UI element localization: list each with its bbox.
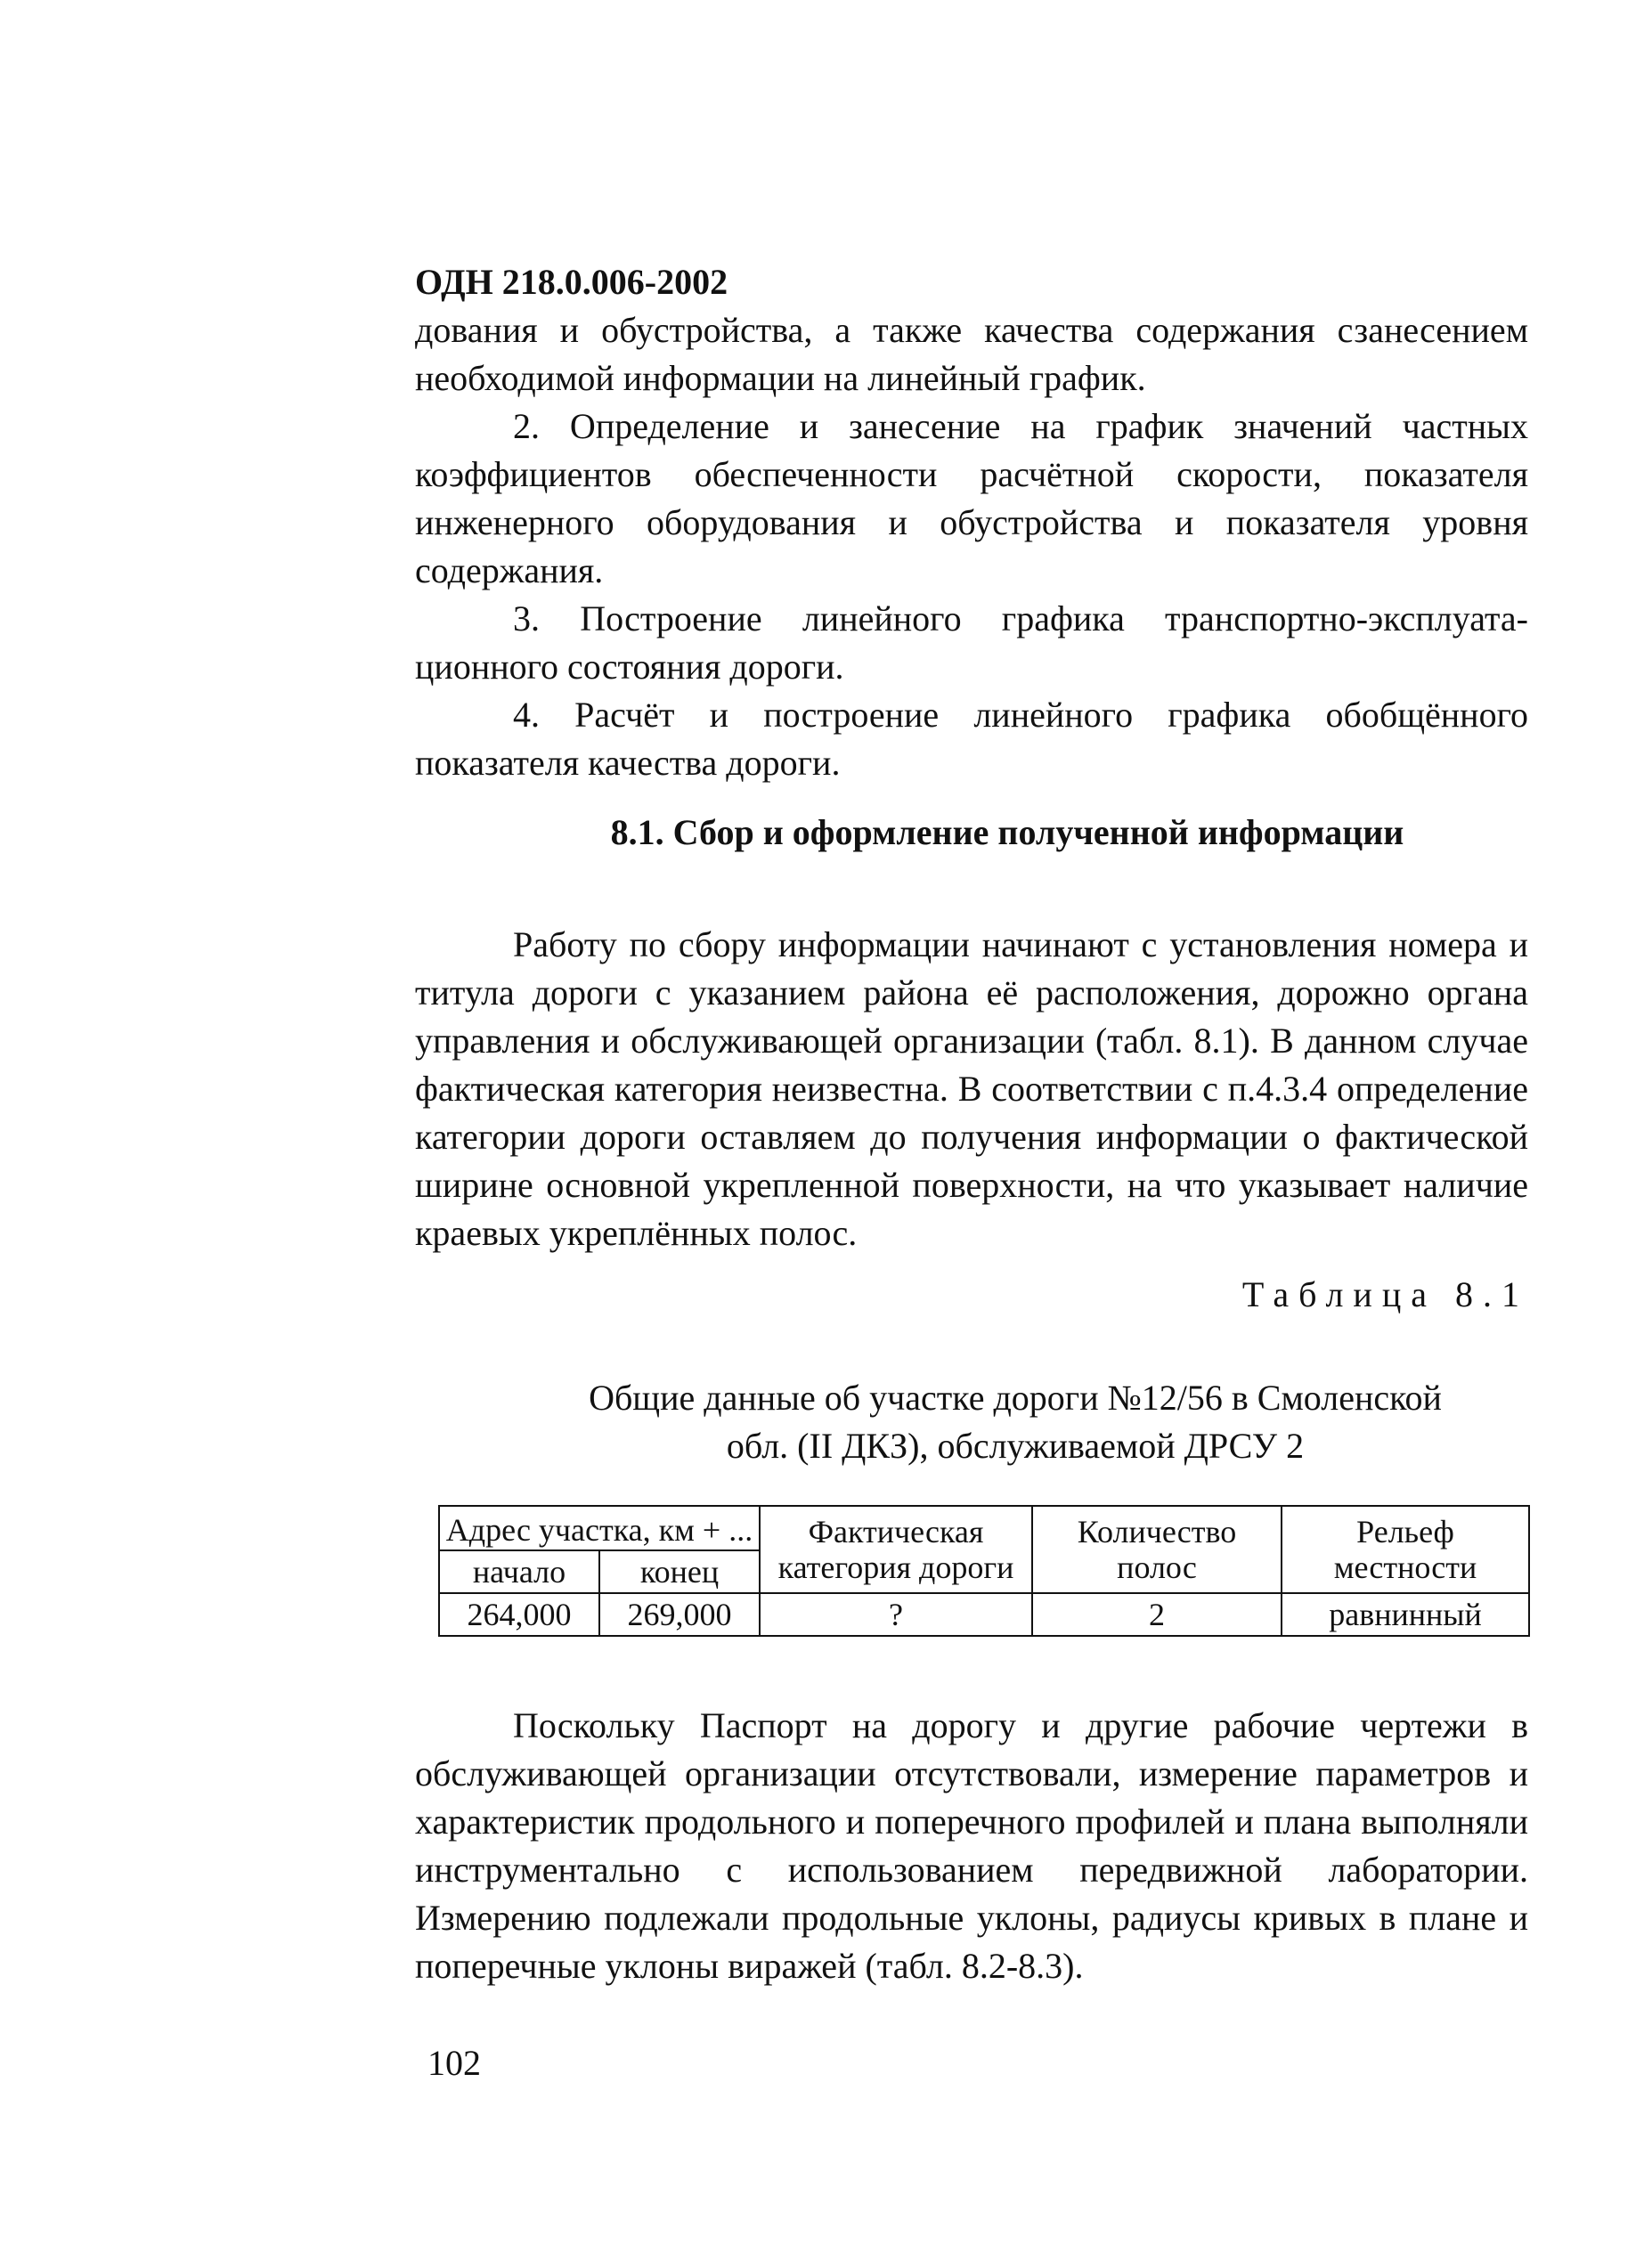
- paragraph-continuation: дования и обустройства, а также качества содержания сзанесением необходимой информации на линейный график.: [415, 310, 1528, 398]
- section-heading: 8.1. Сбор и оформление полученной информации: [610, 812, 1404, 852]
- cell-category: ?: [760, 1593, 1032, 1636]
- page-number: 102: [427, 2043, 481, 2083]
- cell-lanes: 2: [1032, 1593, 1282, 1636]
- cell-end: 269,000: [599, 1593, 760, 1636]
- table-caption: [499, 1374, 1532, 1470]
- paragraph-step-2: 2. Определение и занесение на график значений частных коэффициентов обеспеченности расчётной скорости, показателя инженерного оборудования и обустройства и показателя уровня содержания.: [415, 406, 1528, 590]
- header-category: Фактическая категория дороги: [760, 1506, 1032, 1593]
- paragraph-info-collection: Работу по сбору информации начинают с установления номера и титула дороги с указанием района её расположения, дорожно органа управления и обслуживающей организации (табл. 8.1). В данном случае фактическая категория неизвестна. В соответствии с п.4.3.4 определение категории дороги оставляем до получения информации о фактической ширине основной укрепленной поверхности, на что указывает наличие краевых укреплённых полос.: [415, 924, 1528, 1253]
- header-address: Адрес участка, км + ...: [439, 1506, 760, 1550]
- road-section-table: [438, 1505, 1530, 1637]
- header-start: начало: [439, 1550, 599, 1593]
- paragraph-step-4: 4. Расчёт и построение линейного графика обобщённого показателя качества дороги.: [415, 695, 1528, 783]
- table-label: Таблица 8.1: [1241, 1274, 1529, 1314]
- table-caption-line-1: Общие данные об участке дороги №12/56 в Смоленской: [589, 1378, 1442, 1418]
- table-row: [439, 1593, 1529, 1636]
- cell-relief: равнинный: [1282, 1593, 1529, 1636]
- cell-start: 264,000: [439, 1593, 599, 1636]
- paragraph-step-3: 3. Построение линейного графика транспортно-эксплуата-ционного состояния дороги.: [415, 598, 1528, 687]
- header-relief: Рельеф местности: [1282, 1506, 1529, 1593]
- header-end: конец: [599, 1550, 760, 1593]
- document-code: ОДН 218.0.006-2002: [415, 262, 728, 302]
- paragraph-measurements: Поскольку Паспорт на дорогу и другие рабочие чертежи в обслуживающей организации отсутствовали, измерение параметров и характеристик продольного и поперечного профилей и плана выполняли инструментально с использованием передвижной лаборатории. Измерению подлежали продольные уклоны, радиусы кривых в плане и поперечные уклоны виражей (табл. 8.2-8.3).: [415, 1705, 1528, 1986]
- header-lanes: Количество полос: [1032, 1506, 1282, 1593]
- table-caption-line-2: обл. (II ДКЗ), обслуживаемой ДРСУ 2: [726, 1426, 1305, 1466]
- table-header-row: [439, 1506, 1529, 1550]
